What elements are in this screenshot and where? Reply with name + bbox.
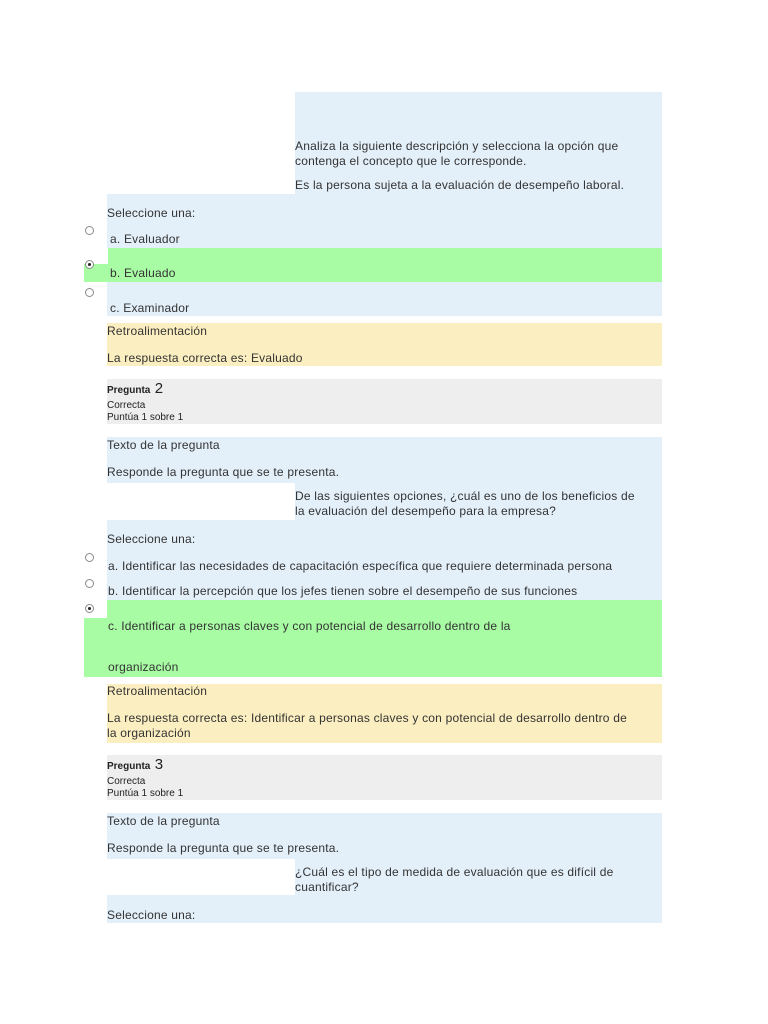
q2-option-c-label-line1: c. Identificar a personas claves y con potencial de desarrollo dentro de la (108, 619, 511, 633)
q1-option-a[interactable] (84, 226, 662, 248)
q1-option-c-radio[interactable] (85, 288, 94, 297)
q2-option-c-label-line2: organización (108, 660, 179, 674)
q2-option-b-label: b. Identificar la percepción que los jefes tienen sobre el desempeño de sus funciones (108, 584, 578, 598)
q2-option-a[interactable] (84, 551, 662, 575)
q1-option-c[interactable] (84, 282, 662, 316)
q2-option-c[interactable] (84, 600, 662, 677)
q1-option-c-label: c. Examinador (110, 301, 190, 315)
q3-text-box (107, 813, 662, 859)
q3-label: Pregunta (107, 761, 151, 772)
q1-statement: Es la persona sujeta a la evaluación de desempeño laboral. (295, 178, 625, 192)
q2-title (107, 380, 163, 398)
q1-feedback (107, 323, 662, 366)
q2-text-box (107, 437, 662, 483)
q3-prompt-line2: cuantificar? (295, 880, 359, 894)
q2-info (107, 379, 662, 424)
q2-instruction: Responde la pregunta que se te presenta. (107, 465, 340, 479)
q2-feedback-line2: la organización (107, 726, 191, 740)
q2-select-label: Seleccione una: (107, 532, 196, 546)
q1-prompt-line2: contenga el concepto que le corresponde. (295, 154, 527, 168)
q1-option-a-radio[interactable] (85, 226, 94, 235)
q2-option-c-radio[interactable] (85, 604, 94, 613)
q3-number: 3 (154, 756, 164, 773)
q2-prompt-line2: la evaluación del desempeño para la empresa? (295, 504, 556, 518)
q2-feedback (107, 684, 662, 743)
q2-text-heading: Texto de la pregunta (107, 438, 220, 452)
q3-text-heading: Texto de la pregunta (107, 814, 220, 828)
q1-option-b-label: b. Evaluado (110, 266, 176, 280)
q2-feedback-line1: La respuesta correcta es: Identificar a personas claves y con potencial de desarrollo dentro de (107, 711, 627, 725)
q2-option-b[interactable] (84, 575, 662, 600)
q2-prompt-line1: De las siguientes opciones, ¿cuál es uno de los beneficios de (295, 489, 635, 503)
q3-instruction: Responde la pregunta que se te presenta. (107, 841, 340, 855)
q3-title (107, 756, 163, 774)
q3-select-label: Seleccione una: (107, 908, 196, 922)
q2-number: 2 (154, 380, 164, 397)
q2-option-b-radio[interactable] (85, 579, 94, 588)
q2-option-a-radio[interactable] (85, 553, 94, 562)
q1-select-label: Seleccione una: (107, 206, 196, 220)
q2-score: Puntúa 1 sobre 1 (107, 412, 184, 423)
q1-option-b[interactable] (84, 248, 662, 282)
q2-option-a-label: a. Identificar las necesidades de capacitación específica que requiere determinada persona (108, 559, 613, 573)
q3-status: Correcta (107, 776, 146, 787)
q2-status: Correcta (107, 400, 146, 411)
q2-label: Pregunta (107, 385, 151, 396)
q1-option-a-label: a. Evaluador (110, 232, 180, 246)
q1-option-b-radio[interactable] (85, 260, 94, 269)
q1-prompt-line1: Analiza la siguiente descripción y selecciona la opción que (295, 139, 619, 153)
q3-score: Puntúa 1 sobre 1 (107, 788, 184, 799)
q1-feedback-title: Retroalimentación (107, 324, 208, 338)
q3-prompt-line1: ¿Cuál es el tipo de medida de evaluación que es difícil de (295, 865, 614, 879)
q1-feedback-text: La respuesta correcta es: Evaluado (107, 351, 303, 365)
q3-answer-box (107, 895, 662, 923)
q2-feedback-title: Retroalimentación (107, 684, 208, 698)
q3-info (107, 755, 662, 800)
